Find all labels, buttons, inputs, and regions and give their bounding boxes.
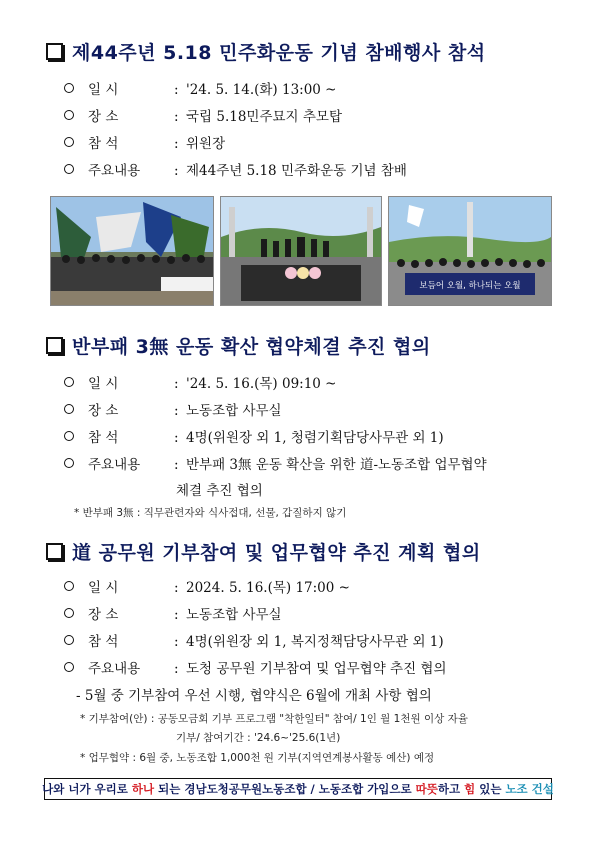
photo-memorial-tower <box>220 196 382 306</box>
photo-group-banner <box>388 196 552 306</box>
section-2-row-attendee: 참 석 : 4명(위원장 외 1, 청렴기획담당사무관 외 1) <box>64 426 444 446</box>
section-3-row-date: 일 시 : 2024. 5. 16.(목) 17:00 ~ <box>64 576 350 596</box>
section-3-note-2: * 업무협약 : 6월 중, 노동조합 1,000천 원 기부(지역연계봉사활동 예산) 예정 <box>80 752 435 764</box>
section-3-heading <box>46 538 481 565</box>
section-2-title: 반부패 3無 운동 확산 협약체결 추진 협의 <box>72 336 431 358</box>
section-2-heading <box>46 332 431 359</box>
section-3-row-content: 주요내용 : 도청 공무원 기부참여 및 업무협약 추진 협의 <box>64 657 447 677</box>
circle-bullet-icon <box>64 404 74 414</box>
section-2-row-content: 주요내용 : 반부패 3無 운동 확산을 위한 道-노동조합 업무협약 <box>64 453 487 473</box>
banner-text: 보듬어 오월, 하나되는 오월 <box>419 281 521 291</box>
circle-bullet-icon <box>64 83 74 93</box>
footer-slogan: 나와 너가 우리로 하나 되는 경남도청공무원노동조합 / 노동조합 가입으로 따뜻 하고 힘 있는 노조 건설 <box>44 778 552 800</box>
section-2-row-place: 장 소 : 노동조합 사무실 <box>64 399 282 419</box>
circle-bullet-icon <box>64 431 74 441</box>
section-2-content-continuation: 체결 추진 협의 <box>176 483 263 499</box>
section-1-heading <box>46 38 486 65</box>
section-3-note-1: * 기부참여(안) : 공동모금회 기부 프로그램 "착한일터" 참여/ 1인 월 1천원 이상 자율 <box>80 713 468 725</box>
section-3-row-attendee: 참 석 : 4명(위원장 외 1, 복지정책담당사무관 외 1) <box>64 630 444 650</box>
checkbox-icon <box>46 43 63 60</box>
section-1-row-content: 주요내용 : 제44주년 5.18 민주화운동 기념 참배 <box>64 159 407 179</box>
section-1-row-date: 일 시 : '24. 5. 14.(화) 13:00 ~ <box>64 78 337 98</box>
section-3-note-1-continuation: 기부/ 참여기간 : '24.6~'25.6(1년) <box>176 732 341 744</box>
circle-bullet-icon <box>64 164 74 174</box>
section-1-row-place: 장 소 : 국립 5.18민주묘지 추모탑 <box>64 105 342 125</box>
section-3-row-place: 장 소 : 노동조합 사무실 <box>64 603 282 623</box>
photo-ceremony-crowd <box>50 196 214 306</box>
checkbox-icon <box>46 337 63 354</box>
section-3-title: 道 공무원 기부참여 및 업무협약 추진 계획 협의 <box>72 542 481 564</box>
circle-bullet-icon <box>64 458 74 468</box>
circle-bullet-icon <box>64 110 74 120</box>
circle-bullet-icon <box>64 662 74 672</box>
circle-bullet-icon <box>64 377 74 387</box>
circle-bullet-icon <box>64 608 74 618</box>
circle-bullet-icon <box>64 137 74 147</box>
checkbox-icon <box>46 543 63 560</box>
circle-bullet-icon <box>64 581 74 591</box>
circle-bullet-icon <box>64 635 74 645</box>
section-2-row-date: 일 시 : '24. 5. 16.(목) 09:10 ~ <box>64 372 337 392</box>
section-2-note: * 반부패 3無 : 직무관련자와 식사접대, 선물, 갑질하지 않기 <box>74 507 347 519</box>
section-3-dash-item: - 5월 중 기부참여 우선 시행, 협약식은 6월에 개최 사항 협의 <box>76 688 432 704</box>
section-1-row-attendee: 참 석 : 위원장 <box>64 132 225 152</box>
section-1-title: 제44주년 5.18 민주화운동 기념 참배행사 참석 <box>72 42 486 64</box>
